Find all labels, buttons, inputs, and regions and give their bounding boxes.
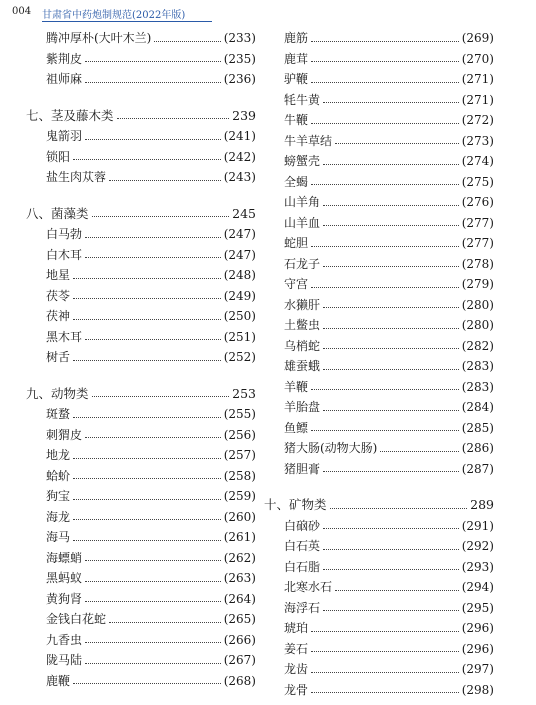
entry-title: 黑蚂蚁 (46, 571, 83, 585)
entry-page-number: (242) (223, 149, 256, 164)
toc-entry[interactable] (264, 192, 494, 213)
toc-entry[interactable] (264, 639, 494, 660)
entry-title: 陇马陆 (46, 653, 83, 667)
leader-dots (92, 396, 230, 397)
toc-section-heading[interactable] (26, 384, 256, 405)
entry-page-number: (286) (461, 441, 494, 455)
leader-dots (323, 307, 459, 308)
section-page-number: 253 (232, 385, 256, 401)
toc-entry[interactable] (264, 233, 494, 254)
entry-page-number: (251) (223, 329, 256, 344)
entry-page-number: (247) (223, 227, 256, 241)
entry-page-number: (283) (461, 379, 494, 394)
toc-entry[interactable] (264, 295, 494, 316)
section-title: 八、菌藻类 (26, 205, 89, 221)
entry-title: 鹿鞭 (46, 673, 71, 688)
leader-dots (323, 164, 459, 165)
entry-page-number: (287) (461, 461, 494, 476)
toc-entry[interactable] (264, 397, 494, 418)
entry-title: 黑木耳 (46, 329, 83, 344)
book-title: 甘肃省中药炮制规范(2022年版) (42, 10, 186, 21)
entry-title: 茯苓 (46, 288, 71, 303)
toc-entry[interactable] (26, 445, 256, 466)
section-title: 十、矿物类 (264, 497, 327, 512)
leader-dots (85, 663, 221, 664)
leader-dots (323, 410, 459, 411)
entry-title: 牛鞭 (284, 113, 309, 127)
section-page-number: 245 (232, 205, 256, 221)
leader-dots (311, 41, 459, 42)
entry-page-number: (297) (461, 662, 494, 676)
leader-dots (335, 143, 459, 144)
toc-section-heading[interactable] (264, 495, 494, 516)
entry-page-number: (280) (461, 297, 494, 312)
entry-title: 龙骨 (284, 682, 309, 697)
entry-title: 土鳖虫 (284, 318, 321, 332)
section-gap (26, 368, 256, 384)
entry-title: 龙齿 (284, 662, 309, 676)
toc-entry[interactable] (26, 650, 256, 671)
entry-title: 鱼鳔 (284, 420, 309, 435)
entry-page-number: (270) (461, 51, 494, 66)
leader-dots (154, 41, 220, 42)
entry-title: 海螵蛸 (46, 550, 83, 565)
toc-entry[interactable] (264, 536, 494, 557)
toc-entry[interactable] (264, 577, 494, 598)
entry-title: 猪胆膏 (284, 461, 321, 476)
entry-page-number: (277) (461, 215, 494, 230)
leader-dots (117, 118, 230, 119)
entry-page-number: (294) (461, 580, 494, 594)
leader-dots (73, 278, 221, 279)
leader-dots (85, 642, 221, 643)
entry-title: 茯神 (46, 309, 71, 323)
toc-entry[interactable] (26, 425, 256, 446)
leader-dots (73, 540, 221, 541)
toc-right-column (264, 28, 494, 700)
toc-entry[interactable] (26, 589, 256, 610)
entry-title: 祖师麻 (46, 72, 83, 86)
toc-entry[interactable] (264, 110, 494, 131)
entry-page-number: (263) (223, 571, 256, 585)
entry-title: 蛇胆 (284, 236, 309, 250)
section-title: 七、茎及藤木类 (26, 107, 114, 123)
entry-title: 白石英 (284, 539, 321, 553)
leader-dots (85, 437, 221, 438)
leader-dots (92, 216, 230, 217)
entry-page-number: (267) (223, 653, 256, 667)
entry-page-number: (256) (223, 427, 256, 442)
toc-entry[interactable] (264, 28, 494, 49)
toc-entry[interactable] (26, 486, 256, 507)
leader-dots (311, 287, 459, 288)
leader-dots (73, 417, 221, 418)
entry-title: 鹿筋 (284, 31, 309, 45)
entry-title: 石龙子 (284, 256, 321, 271)
toc-entry[interactable] (264, 274, 494, 295)
leader-dots (85, 82, 221, 83)
entry-page-number: (291) (461, 518, 494, 533)
entry-page-number: (277) (461, 236, 494, 250)
toc-entry[interactable] (26, 69, 256, 90)
entry-title: 北寒水石 (284, 580, 333, 594)
toc-entry[interactable] (264, 598, 494, 619)
entry-title: 乌梢蛇 (284, 338, 321, 353)
leader-dots (311, 631, 459, 632)
entry-page-number: (284) (461, 400, 494, 414)
entry-title: 牛羊草结 (284, 133, 333, 148)
leader-dots (73, 159, 221, 160)
entry-page-number: (280) (461, 318, 494, 332)
entry-page-number: (265) (223, 612, 256, 626)
toc-entry[interactable] (26, 327, 256, 348)
leader-dots (311, 430, 459, 431)
entry-title: 黄狗肾 (46, 591, 83, 606)
toc-left-column (26, 28, 256, 691)
entry-title: 白马勃 (46, 227, 83, 241)
entry-page-number: (266) (223, 632, 256, 647)
toc-entry[interactable] (26, 245, 256, 266)
toc-entry[interactable] (264, 459, 494, 480)
entry-page-number: (233) (223, 31, 256, 45)
entry-title: 海浮石 (284, 600, 321, 615)
entry-title: 鹿茸 (284, 51, 309, 66)
leader-dots (323, 102, 459, 103)
entry-page-number: (262) (223, 550, 256, 565)
entry-title: 山羊角 (284, 195, 321, 209)
entry-page-number: (293) (461, 559, 494, 574)
leader-dots (330, 508, 468, 509)
toc-entry[interactable] (26, 224, 256, 245)
toc-entry[interactable] (26, 466, 256, 487)
toc-entry[interactable] (26, 167, 256, 188)
leader-dots (85, 237, 221, 238)
entry-page-number: (292) (461, 539, 494, 553)
entry-page-number: (296) (461, 641, 494, 656)
entry-page-number: (259) (223, 489, 256, 503)
entry-title: 紫荆皮 (46, 51, 83, 66)
entry-title: 树舌 (46, 350, 71, 364)
toc-entry[interactable] (26, 507, 256, 528)
entry-title: 地龙 (46, 448, 71, 462)
entry-title: 水獭肝 (284, 297, 321, 312)
entry-page-number: (248) (223, 268, 256, 282)
toc-entry[interactable] (26, 404, 256, 425)
leader-dots (323, 205, 459, 206)
toc-entry[interactable] (26, 126, 256, 147)
entry-page-number: (285) (461, 420, 494, 435)
entry-page-number: (273) (461, 133, 494, 148)
toc-entry[interactable] (264, 172, 494, 193)
entry-title: 白硇砂 (284, 518, 321, 533)
leader-dots (109, 180, 221, 181)
leader-dots (73, 478, 221, 479)
leader-dots (380, 451, 458, 452)
entry-title: 姜石 (284, 641, 309, 656)
entry-title: 锁阳 (46, 149, 71, 164)
entry-page-number: (257) (223, 448, 256, 462)
entry-page-number: (271) (461, 72, 494, 86)
page-number: 004 (12, 6, 32, 17)
leader-dots (311, 123, 459, 124)
leader-dots (323, 610, 459, 611)
toc-entry[interactable] (26, 548, 256, 569)
leader-dots (73, 519, 221, 520)
toc-entry[interactable] (26, 49, 256, 70)
entry-page-number: (283) (461, 359, 494, 373)
entry-title: 盐生肉苁蓉 (46, 170, 107, 184)
entry-title: 狗宝 (46, 489, 71, 503)
entry-title: 羊胎盘 (284, 400, 321, 414)
leader-dots (85, 581, 221, 582)
entry-title: 牦牛黄 (284, 92, 321, 107)
entry-page-number: (235) (223, 51, 256, 66)
leader-dots (311, 389, 459, 390)
section-title: 九、动物类 (26, 385, 89, 401)
entry-title: 全蝎 (284, 174, 309, 189)
toc-entry[interactable] (264, 49, 494, 70)
leader-dots (73, 458, 221, 459)
entry-page-number: (272) (461, 113, 494, 127)
entry-title: 螃蟹壳 (284, 154, 321, 168)
entry-title: 白石脂 (284, 559, 321, 574)
leader-dots (109, 622, 221, 623)
toc-section-heading[interactable] (26, 204, 256, 225)
leader-dots (311, 672, 459, 673)
toc-entry[interactable] (264, 377, 494, 398)
entry-title: 雄蚕蛾 (284, 359, 321, 373)
leader-dots (323, 328, 459, 329)
entry-page-number: (258) (223, 468, 256, 483)
leader-dots (73, 499, 221, 500)
leader-dots (323, 348, 459, 349)
entry-page-number: (243) (223, 170, 256, 184)
entry-page-number: (255) (223, 407, 256, 421)
entry-title: 白木耳 (46, 247, 83, 262)
toc-entry[interactable] (264, 438, 494, 459)
toc-entry[interactable] (26, 147, 256, 168)
toc-entry[interactable] (264, 418, 494, 439)
toc-entry[interactable] (264, 557, 494, 578)
section-gap (26, 188, 256, 204)
toc-entry[interactable] (264, 618, 494, 639)
leader-dots (311, 184, 459, 185)
toc-entry[interactable] (26, 527, 256, 548)
leader-dots (323, 528, 459, 529)
leader-dots (311, 246, 459, 247)
leader-dots (311, 61, 459, 62)
toc-entry[interactable] (26, 286, 256, 307)
entry-page-number: (268) (223, 673, 256, 688)
leader-dots (323, 225, 459, 226)
entry-title: 山羊血 (284, 215, 321, 230)
entry-page-number: (282) (461, 338, 494, 353)
entry-title: 九香虫 (46, 632, 83, 647)
section-gap (264, 479, 494, 495)
leader-dots (85, 61, 221, 62)
toc-entry[interactable] (264, 69, 494, 90)
toc-entry[interactable] (264, 659, 494, 680)
entry-title: 斑蝥 (46, 407, 71, 421)
leader-dots (323, 266, 459, 267)
entry-page-number: (249) (223, 288, 256, 303)
entry-page-number: (250) (223, 309, 256, 323)
toc-entry[interactable] (26, 671, 256, 692)
toc-entry[interactable] (26, 609, 256, 630)
leader-dots (323, 569, 459, 570)
section-page-number: 239 (232, 107, 256, 123)
toc-entry[interactable] (26, 347, 256, 368)
leader-dots (73, 683, 221, 684)
toc-entry[interactable] (264, 254, 494, 275)
entry-page-number: (260) (223, 509, 256, 524)
entry-page-number: (276) (461, 195, 494, 209)
entry-title: 鬼箭羽 (46, 129, 83, 143)
entry-page-number: (269) (461, 31, 494, 45)
leader-dots (73, 298, 221, 299)
entry-page-number: (295) (461, 600, 494, 615)
entry-page-number: (296) (461, 621, 494, 635)
leader-dots (85, 560, 221, 561)
entry-title: 驴鞭 (284, 72, 309, 86)
entry-page-number: (278) (461, 256, 494, 271)
toc-entry[interactable] (264, 90, 494, 111)
toc-entry[interactable] (26, 265, 256, 286)
entry-page-number: (241) (223, 129, 256, 143)
toc-entry[interactable] (264, 151, 494, 172)
toc-entry[interactable] (264, 356, 494, 377)
entry-page-number: (298) (461, 682, 494, 697)
leader-dots (311, 692, 459, 693)
entry-title: 守宫 (284, 277, 309, 291)
entry-page-number: (236) (223, 72, 256, 86)
leader-dots (73, 319, 221, 320)
entry-title: 猪大肠(动物大肠) (284, 441, 378, 455)
leader-dots (73, 360, 221, 361)
entry-page-number: (275) (461, 174, 494, 189)
entry-title: 海马 (46, 530, 71, 544)
entry-page-number: (279) (461, 277, 494, 291)
entry-page-number: (264) (223, 591, 256, 606)
header-underline (42, 21, 212, 22)
toc-entry[interactable] (26, 306, 256, 327)
section-gap (26, 90, 256, 106)
leader-dots (85, 601, 221, 602)
toc-entry[interactable] (264, 680, 494, 701)
entry-title: 蛤蚧 (46, 468, 71, 483)
leader-dots (85, 257, 221, 258)
entry-title: 琥珀 (284, 621, 309, 635)
toc-section-heading[interactable] (26, 106, 256, 127)
toc-entry[interactable] (26, 630, 256, 651)
toc-entry[interactable] (26, 568, 256, 589)
entry-page-number: (271) (461, 92, 494, 107)
entry-page-number: (247) (223, 247, 256, 262)
toc-entry[interactable] (264, 131, 494, 152)
entry-page-number: (261) (223, 530, 256, 544)
toc-entry[interactable] (26, 28, 256, 49)
entry-title: 海龙 (46, 509, 71, 524)
entry-title: 地星 (46, 268, 71, 282)
entry-title: 刺猬皮 (46, 427, 83, 442)
leader-dots (335, 590, 459, 591)
entry-title: 腾冲厚朴(大叶木兰) (46, 31, 152, 45)
toc-entry[interactable] (264, 315, 494, 336)
entry-title: 羊鞭 (284, 379, 309, 394)
leader-dots (323, 549, 459, 550)
leader-dots (311, 82, 459, 83)
toc-entry[interactable] (264, 213, 494, 234)
toc-entry[interactable] (264, 336, 494, 357)
entry-page-number: (252) (223, 350, 256, 364)
leader-dots (323, 369, 459, 370)
leader-dots (311, 651, 459, 652)
leader-dots (85, 139, 221, 140)
entry-title: 金钱白花蛇 (46, 612, 107, 626)
section-page-number: 289 (470, 497, 494, 512)
leader-dots (85, 339, 221, 340)
entry-page-number: (274) (461, 154, 494, 168)
leader-dots (323, 471, 459, 472)
toc-entry[interactable] (264, 516, 494, 537)
